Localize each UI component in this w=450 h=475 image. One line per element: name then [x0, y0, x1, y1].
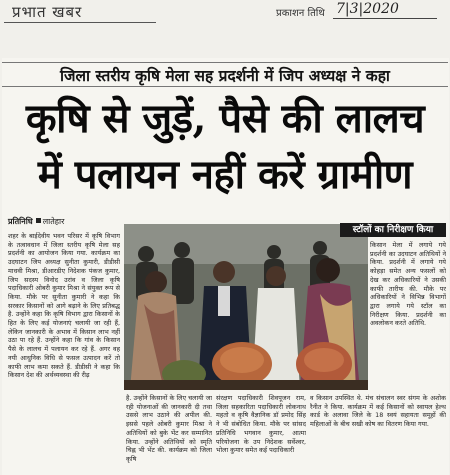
headline-line-2: में पलायन नहीं करें ग्रामीण [37, 151, 413, 198]
underline-date [333, 18, 437, 19]
date-label: प्रकाशन तिथि [276, 8, 325, 19]
body-column-1: शहर के बाईदेवीय भवन परिसर में कृषि विभाग के तत्वावधान में जिला स्तरीय कृषि मेला सह प्रदर्शनी का आयोजन किया गया. कार्यक्रम का उदघाटन जिप अध्यक्ष सुनीता कुमारी, डीडीसी माधवी मिश्रा, डीआरडीए निदेशक पंकज कुमार, जिप सदस्य विनोद उरांव व जिला कृषि पदाधिकारी ओबरी कुमार मिश्रा ने संयुक्त रूप से किया. मौके पर सुनीता कुमारी ने कहा कि सरकार किसानों को आगे बढ़ाने के लिए प्रतिबद्ध है. उन्होंने कहा कि कृषि विभाग द्वारा किसानों के हित के लिए कई योजनाएं चलायी जा रही हैं, लेकिन जानकारी के अभाव में किसान लाभ नहीं उठा पा रहे हैं. उन्होंने कहा कि गांव के किसान पैसे के लालच में पलायन कर रहे हैं. अगर वह नयी आधुनिक विधि से फसल उत्पादन करें तो काफी लाभ कमा सकते हैं. डीडीसी ने कहा कि किसान देश की अर्थव्यवस्था की रीढ़ [8, 232, 120, 380]
body-column-4: व किसान उपस्थित थे. मंच संचालन स्वर संगम के अशोक रैनीत ने किया. कार्यक्रम में कई किसानों को स्वायल हेल्थ कार्ड के अलावा जिले के 18 स्वयं सहायता समूहों की महिलाओं के बीच सखी कोष का वितरण किया गया. [310, 394, 446, 429]
article-kicker: जिला स्तरीय कृषि मेला सह प्रदर्शनी में जिप अध्यक्ष ने कहा [60, 67, 390, 85]
byline-label: प्रतिनिधि [8, 217, 33, 226]
byline-place: लातेहार [42, 217, 65, 226]
event-photo-illustration [124, 224, 368, 390]
body-column-3: संरक्षण पदाधिकारी शिवपूजन राम, जिला सहकारिता पदाधिकारी लोकनाथ महतो व कृषि वैज्ञानिक डॉ प्रमोद सिंह ने भी संबोधित किया. मौके पर सांसद प्रतिनिधि भगवान कुमार, आत्मा परियोजना के उप निदेशक सर्वेश्वर, भोला कुमार समेत कई पदाधिकारी [216, 394, 306, 455]
event-photo [124, 224, 368, 390]
body-column-side: किसान मेला में लगाये गये प्रदर्शनी का उदघाटन अतिथियों ने किया. प्रदर्शनी में लगाये गये कोहड़ा समेत अन्य फसलों को देख कर अधिकारियों ने उसकी काफी तारीफ की. मौके पर अधिकारियों ने विभिन्न विभागों द्वारा लगाये गये स्टॉल का निरीक्षण किया. प्रदर्शनी का अवलोकन करते अतिथि. [370, 241, 446, 328]
kicker-rule [2, 86, 448, 87]
underline-newspaper-name [4, 22, 156, 23]
byline-square-icon [36, 218, 41, 223]
top-rule [2, 62, 448, 63]
byline [8, 216, 64, 227]
handwritten-header [0, 0, 450, 26]
handwritten-newspaper-name: प्रभात खबर [12, 3, 83, 21]
handwritten-date: 7|3|2020 [336, 1, 399, 17]
headline-line-1: कृषि से जुड़ें, पैसे की लालच [25, 95, 425, 142]
body-column-2: है. उन्होंने किसानों के लिए चलायी जा रही योजनाओं की जानकारी दी तथा उससे लाभ उठाने की अपील की. इससे पहले ओबरी कुमार मिश्रा ने अतिथियों को बुके भेंट कर सम्मानित किया. उन्होंने अतिथियों को स्मृति चिह्न भी भेंट की. कार्यक्रम को जिला कृषि [126, 394, 212, 463]
photo-caption-banner: स्टॉलों का निरीक्षण किया [340, 223, 446, 237]
